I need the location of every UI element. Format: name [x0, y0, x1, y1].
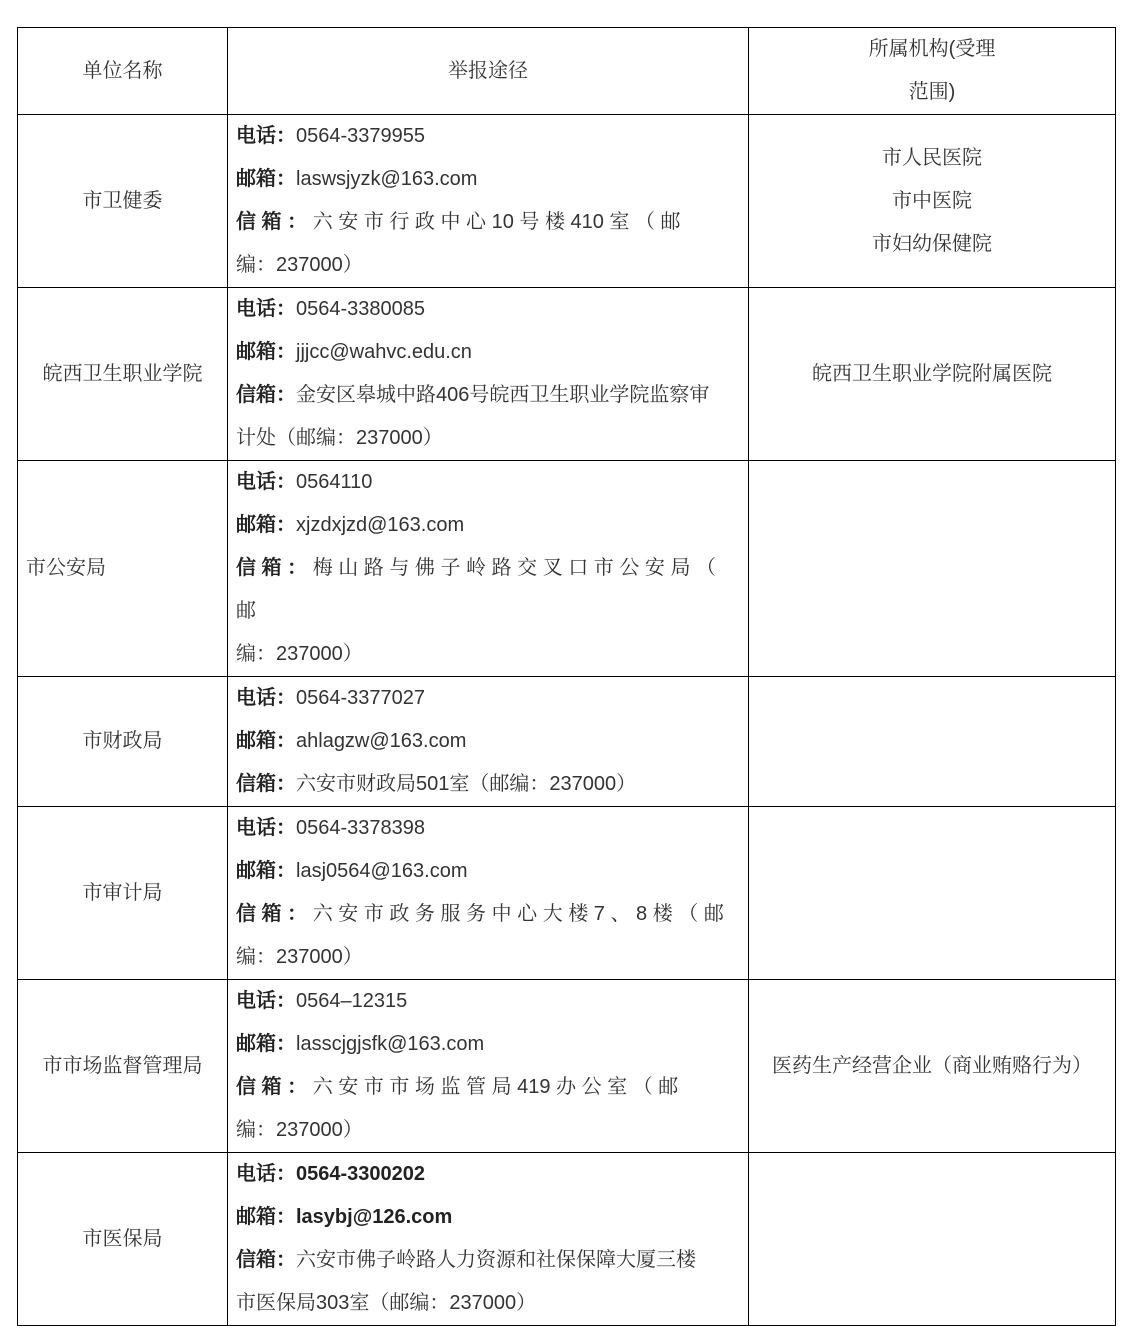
- mail-label: 信箱：: [236, 773, 296, 795]
- phone-value: 0564-3379955: [296, 125, 426, 147]
- unit-name: 市市场监督管理局: [18, 980, 228, 1153]
- mail-address-line2: 市医保局303室（邮编：237000）: [236, 1292, 537, 1314]
- phone-label: 电话：: [236, 687, 296, 709]
- phone-label: 电话：: [236, 817, 296, 839]
- phone-value: 0564-3300202: [296, 1163, 426, 1185]
- email-value: lasscjgjsfk@163.com: [296, 1033, 485, 1055]
- scope-cell: [749, 980, 1116, 1153]
- scope-item: 市人民医院: [882, 146, 982, 169]
- report-channel-cell: [228, 980, 749, 1153]
- unit-name: 市财政局: [18, 677, 228, 807]
- table-header-row: [18, 28, 1116, 115]
- phone-value: 0564-3378398: [296, 817, 426, 839]
- unit-name: 市审计局: [18, 807, 228, 980]
- header-unit-name: 单位名称: [18, 28, 228, 115]
- scope-item: 市妇幼保健院: [872, 232, 992, 255]
- phone-value: 0564-3380085: [296, 298, 426, 320]
- unit-name: 市医保局: [18, 1153, 228, 1326]
- phone-value: 0564110: [296, 471, 373, 493]
- table-row: [18, 980, 1116, 1153]
- phone-value: 0564–12315: [296, 990, 408, 1012]
- scope-cell: [749, 115, 1116, 288]
- report-channel-cell: [228, 677, 749, 807]
- table-row: [18, 461, 1116, 677]
- mail-label: 信箱：: [236, 1249, 296, 1271]
- email-value: xjzdxjzd@163.com: [296, 514, 465, 536]
- unit-name: 皖西卫生职业学院: [18, 288, 228, 461]
- report-channel-cell: [228, 115, 749, 288]
- table-row: [18, 1153, 1116, 1326]
- scope-cell: [749, 1153, 1116, 1326]
- email-label: 邮箱：: [236, 168, 296, 190]
- phone-label: 电话：: [236, 990, 296, 1012]
- header-scope-line2: 范围): [908, 81, 956, 103]
- scope-cell: [749, 807, 1116, 980]
- phone-value: 0564-3377027: [296, 687, 426, 709]
- email-label: 邮箱：: [236, 341, 296, 363]
- unit-name: 市公安局: [18, 461, 228, 677]
- scope-cell: [749, 288, 1116, 461]
- report-channel-cell: [228, 807, 749, 980]
- email-value: jjjcc@wahvc.edu.cn: [296, 341, 472, 363]
- email-label: 邮箱：: [236, 860, 296, 882]
- mail-address-line1: 梅 山 路 与 佛 子 岭 路 交 叉 口 市 公 安 局 （ 邮: [236, 557, 717, 622]
- mail-label: 信 箱 ：: [236, 903, 308, 925]
- email-label: 邮箱：: [236, 1206, 296, 1228]
- email-label: 邮箱：: [236, 730, 296, 752]
- phone-label: 电话：: [236, 298, 296, 320]
- mail-address-line2: 编：237000）: [236, 946, 363, 968]
- phone-label: 电话：: [236, 125, 296, 147]
- header-report-channel: 举报途径: [228, 28, 749, 115]
- report-channel-cell: [228, 1153, 749, 1326]
- scope-item: 皖西卫生职业学院附属医院: [812, 362, 1052, 385]
- table-row: [18, 288, 1116, 461]
- mail-address-line1: 六 安 市 市 场 监 管 局 419 办 公 室 （ 邮: [312, 1076, 679, 1098]
- email-label: 邮箱：: [236, 514, 296, 536]
- email-label: 邮箱：: [236, 1033, 296, 1055]
- phone-label: 电话：: [236, 471, 296, 493]
- scope-item: 市中医院: [892, 189, 972, 212]
- mail-address-line2: 编：237000）: [236, 643, 363, 665]
- mail-label: 信 箱 ：: [236, 211, 308, 233]
- mail-address-line1: 六 安 市 政 务 服 务 中 心 大 楼 7 、 8 楼 （ 邮: [312, 903, 724, 925]
- email-value: lasj0564@163.com: [296, 860, 468, 882]
- mail-address-line1: 六安市财政局501室（邮编：237000）: [296, 773, 637, 795]
- mail-address-line2: 编：237000）: [236, 254, 363, 276]
- email-value: lasybj@126.com: [296, 1206, 453, 1228]
- mail-address-line2: 计处（邮编：237000）: [236, 427, 443, 449]
- header-scope-line1: 所属机构(受理: [868, 38, 996, 60]
- email-value: ahlagzw@163.com: [296, 730, 467, 752]
- scope-item: 医药生产经营企业（商业贿赂行为）: [772, 1054, 1092, 1077]
- reporting-channels-table: [17, 27, 1116, 1326]
- mail-label: 信箱：: [236, 384, 296, 406]
- mail-address-line1: 六 安 市 行 政 中 心 10 号 楼 410 室 （ 邮: [312, 211, 681, 233]
- table-row: [18, 677, 1116, 807]
- email-value: laswsjyzk@163.com: [296, 168, 478, 190]
- mail-address-line1: 六安市佛子岭路人力资源和社保保障大厦三楼: [296, 1249, 696, 1271]
- mail-label: 信 箱 ：: [236, 557, 308, 579]
- mail-address-line2: 编：237000）: [236, 1119, 363, 1141]
- table-row: [18, 115, 1116, 288]
- report-channel-cell: [228, 461, 749, 677]
- scope-cell: [749, 677, 1116, 807]
- unit-name: 市卫健委: [18, 115, 228, 288]
- phone-label: 电话：: [236, 1163, 296, 1185]
- table-row: [18, 807, 1116, 980]
- scope-cell: [749, 461, 1116, 677]
- header-scope: [749, 28, 1116, 115]
- mail-label: 信 箱 ：: [236, 1076, 308, 1098]
- report-channel-cell: [228, 288, 749, 461]
- mail-address-line1: 金安区皋城中路406号皖西卫生职业学院监察审: [296, 384, 710, 406]
